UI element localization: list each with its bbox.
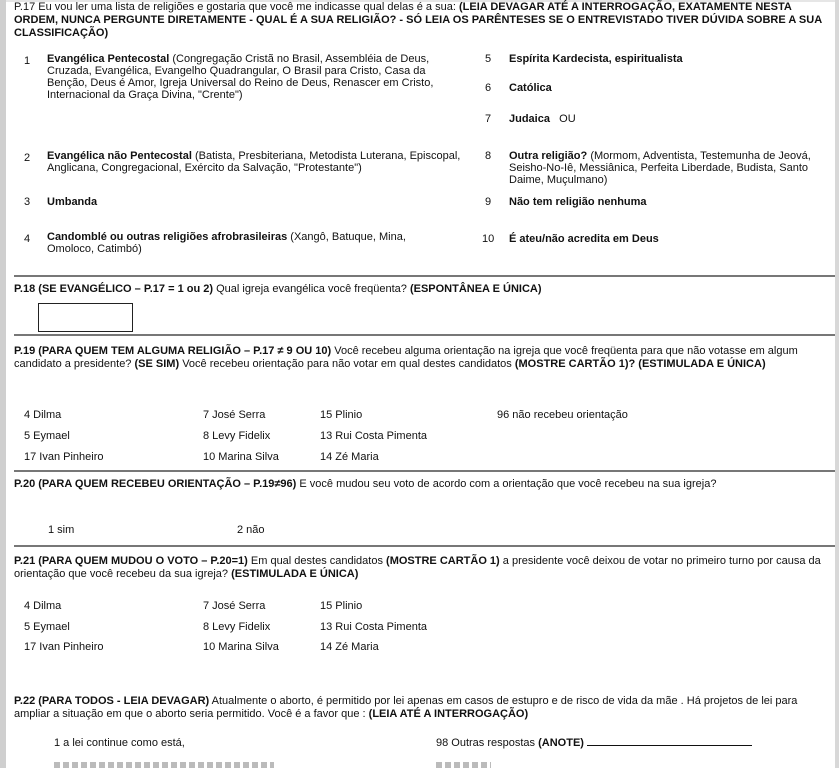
text-fragment: (Mormom, Adventista, Testemunha de Jeová, Seisho-No-Iê, Messiânica, Perfeita Liberdade, Budista, Santo Daime, Muçulmano) <box>509 150 811 186</box>
text-fragment: Espírita Kardecista, espiritualista <box>509 53 683 65</box>
q22-option-98 <box>436 737 752 749</box>
text-fragment: 9 <box>485 196 492 208</box>
q21-cand: 10 Marina Silva <box>203 641 279 653</box>
text-fragment: P.19 (PARA QUEM TEM ALGUMA RELIGIÃO – P.17 ≠ 9 OU 10) <box>14 345 332 357</box>
q22-question <box>14 695 829 721</box>
window-right-edge <box>835 0 839 768</box>
q19-cand: 10 Marina Silva <box>203 451 279 463</box>
text-fragment: (ANOTE) <box>538 737 584 749</box>
q19-cand: 13 Rui Costa Pimenta <box>320 430 427 442</box>
text-fragment: 7 <box>485 113 492 125</box>
q17-question <box>14 1 829 40</box>
text-fragment: 8 <box>485 150 492 162</box>
q17-instruction: (LEIA DEVAGAR ATÉ A INTERROGAÇÃO, EXATAMENTE NESTA ORDEM, NUNCA PERGUNTE DIRETAMENTE - QUAL É A SUA RELIGIÃO? - SÓ LEIA OS PARÊNTESES SE O ENTREVISTADO TIVER DÚVIDA SOBRE A SUA CLASSIFICAÇÃO) <box>14 1 822 39</box>
text-fragment: 5 <box>485 53 492 65</box>
text-fragment: a presidente você deixou de votar no primeiro turno por causa da orientação que você recebeu da sua igreja? <box>14 555 821 580</box>
text-fragment: Você recebeu orientação para não votar em qual destes candidatos <box>182 358 512 370</box>
q18-answer-box[interactable] <box>38 303 133 332</box>
text-fragment: Outra religião? <box>509 150 588 162</box>
text-fragment: Não tem religião nenhuma <box>509 196 647 208</box>
text-fragment: 4 <box>24 233 31 245</box>
text-block <box>47 150 467 174</box>
text-fragment: P.18 <box>14 283 36 295</box>
text-fragment: (ESPONTÂNEA E ÚNICA) <box>409 283 542 295</box>
q20-question <box>14 478 814 491</box>
divider-4 <box>14 545 835 547</box>
text-fragment: E você mudou seu voto de acordo com a orientação que você recebeu na sua igreja? <box>299 478 717 490</box>
q19-cand: 17 Ivan Pinheiro <box>24 451 104 463</box>
text-fragment: Umbanda <box>47 196 98 208</box>
text-fragment: 2 <box>24 152 31 164</box>
text-fragment: (Congregação Cristã no Brasil, Assembléia de Deus, Cruzada, Evangélica, Evangelho Quadrangular, O Brasil para Cristo, Casa da Benção, Deus é Amor, Igreja Universal do Reino de Deus, Renascer em Cristo, Internacional da Graça Divina, "Crente") <box>47 53 434 101</box>
text-fragment: OU <box>559 113 576 125</box>
q18-question <box>14 283 829 296</box>
divider-1 <box>14 275 835 277</box>
q19-cand: 8 Levy Fidelix <box>203 430 271 442</box>
divider-2 <box>14 334 835 336</box>
text-fragment: P.21 (PARA QUEM MUDOU O VOTO – P.20=1) <box>14 555 248 567</box>
text-fragment: Qual igreja evangélica você freqüenta? <box>216 283 407 295</box>
text-fragment: É ateu/não acredita em Deus <box>509 233 659 245</box>
text-fragment: Atualmente o aborto, é permitido por lei apenas em casos de estupro e de risco de vida da mãe . Há projetos de lei para ampliar a situação em que o aborto seria permitido. Você é a favor que : <box>14 695 798 720</box>
q21-cand: 5 Eymael <box>24 621 70 633</box>
text-fragment: Evangélica Pentecostal <box>47 53 170 65</box>
q19-cand: 96 não recebeu orientação <box>497 409 628 421</box>
q19-cand: 14 Zé Maria <box>320 451 379 463</box>
q20-option-2: 2 não <box>237 524 265 536</box>
q21-cand: 14 Zé Maria <box>320 641 379 653</box>
cut-off-line <box>0 758 839 768</box>
text-fragment: (LEIA ATÉ A INTERROGAÇÃO) <box>368 708 529 720</box>
q21-cand: 4 Dilma <box>24 600 62 612</box>
window-left-edge <box>0 0 6 768</box>
q19-cand: 5 Eymael <box>24 430 70 442</box>
text-fragment: Candomblé ou outras religiões afrobrasileiras <box>47 231 288 243</box>
text-fragment: Judaica <box>509 113 550 125</box>
text-fragment: (ESTIMULADA E ÚNICA) <box>231 568 359 580</box>
text-fragment: (Batista, Presbiteriana, Metodista Luterana, Episcopal, Anglicana, Congregacional, Exército da Salvação, "Protestante") <box>47 150 461 174</box>
text-fragment: (Xangô, Batuque, Mina, Omoloco, Catimbó) <box>47 231 406 255</box>
q19-cand: 4 Dilma <box>24 409 62 421</box>
text-fragment: (SE EVANGÉLICO – P.17 = 1 ou 2) <box>38 283 214 295</box>
q21-cand: 15 Plinio <box>320 600 363 612</box>
divider-3 <box>14 470 835 472</box>
q17-text: P.17 Eu vou ler uma lista de religiões e gostaria que você me indicasse qual delas é a sua: <box>14 1 456 13</box>
text-fragment: 6 <box>485 82 492 94</box>
q21-cand: 8 Levy Fidelix <box>203 621 271 633</box>
text-fragment: 10 <box>482 233 495 245</box>
text-block <box>47 53 467 101</box>
text-block <box>47 231 427 255</box>
text-fragment: Você recebeu alguma orientação na igreja que você freqüenta para que não votasse em algum candidato a presidente? <box>14 345 798 370</box>
text-block <box>509 150 819 186</box>
q19-cand: 7 José Serra <box>203 409 266 421</box>
q19-question <box>14 345 829 371</box>
text-fragment: (MOSTRE CARTÃO 1)? (ESTIMULADA E ÚNICA) <box>514 358 766 370</box>
text-fragment: 98 Outras respostas <box>436 737 536 749</box>
text-fragment: (MOSTRE CARTÃO 1) <box>386 555 500 567</box>
q22-option-1: 1 a lei continue como está, <box>54 737 185 749</box>
q19-cand: 15 Plinio <box>320 409 363 421</box>
q21-cand: 13 Rui Costa Pimenta <box>320 621 427 633</box>
q21-cand: 7 José Serra <box>203 600 266 612</box>
q22-answer-line[interactable] <box>587 745 752 746</box>
text-fragment: 1 <box>24 55 31 67</box>
q21-question <box>14 555 829 581</box>
text-fragment: Católica <box>509 82 552 94</box>
text-fragment: Em qual destes candidatos <box>250 555 383 567</box>
text-fragment: P.22 (PARA TODOS - LEIA DEVAGAR) <box>14 695 210 707</box>
text-block <box>509 113 576 125</box>
text-fragment: (SE SIM) <box>134 358 180 370</box>
q21-cand: 17 Ivan Pinheiro <box>24 641 104 653</box>
q20-option-1: 1 sim <box>48 524 75 536</box>
text-fragment: P.20 (PARA QUEM RECEBEU ORIENTAÇÃO – P.19≠96) <box>14 478 297 490</box>
text-fragment: 3 <box>24 196 31 208</box>
text-fragment: Evangélica não Pentecostal <box>47 150 192 162</box>
